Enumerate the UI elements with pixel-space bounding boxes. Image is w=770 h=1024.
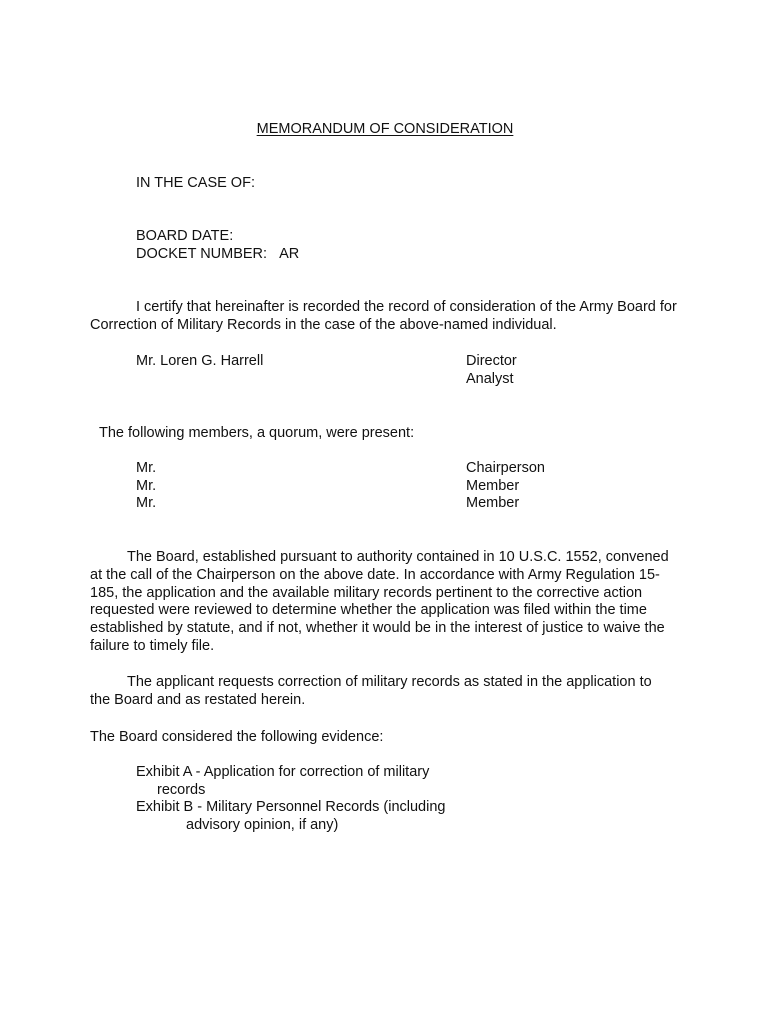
exhibit-a-line1: Exhibit A - Application for correction of military xyxy=(136,764,430,780)
exhibit-b-line1: Exhibit B - Military Personnel Records (including xyxy=(136,799,446,815)
certify-paragraph: I certify that hereinafter is recorded the record of consideration of the Army Board for Correction of Military Records in the case of the above-named individual. xyxy=(90,299,677,333)
member-role: Chairperson xyxy=(466,460,545,476)
member-name: Mr. xyxy=(136,478,157,494)
member-role: Member xyxy=(466,478,520,494)
docket-number-label: DOCKET NUMBER: xyxy=(136,246,268,262)
case-label: IN THE CASE OF: xyxy=(136,175,255,191)
docket-number-row xyxy=(136,246,299,262)
member-name: Mr. xyxy=(136,460,157,476)
staff-name: Mr. Loren G. Harrell xyxy=(136,353,264,369)
board-paragraph: The Board, established pursuant to authority contained in 10 U.S.C. 1552, convened at the call of the Chairperson on the above date. In accordance with Army Regulation 15-185, the application and the available military records pertinent to the corrective action requested were reviewed to determine whether the application was filed within the time established by statute, and if not, whether it would be in the interest of justice to waive the failure to timely file. xyxy=(90,549,669,654)
applicant-paragraph: The applicant requests correction of military records as stated in the application to the Board and as restated herein. xyxy=(90,674,652,708)
exhibit-a-line2: records xyxy=(157,782,206,798)
exhibit-b-line2: advisory opinion, if any) xyxy=(186,817,339,833)
staff-role-director: Director xyxy=(466,353,517,369)
staff-role-analyst: Analyst xyxy=(466,371,514,387)
quorum-text: The following members, a quorum, were present: xyxy=(99,425,415,441)
member-name: Mr. xyxy=(136,495,157,511)
board-date-label: BOARD DATE: xyxy=(136,228,234,244)
member-role: Member xyxy=(466,495,520,511)
page-title: MEMORANDUM OF CONSIDERATION xyxy=(256,121,514,137)
docket-number-value: AR xyxy=(279,246,300,262)
evidence-intro: The Board considered the following evidence: xyxy=(90,729,384,745)
